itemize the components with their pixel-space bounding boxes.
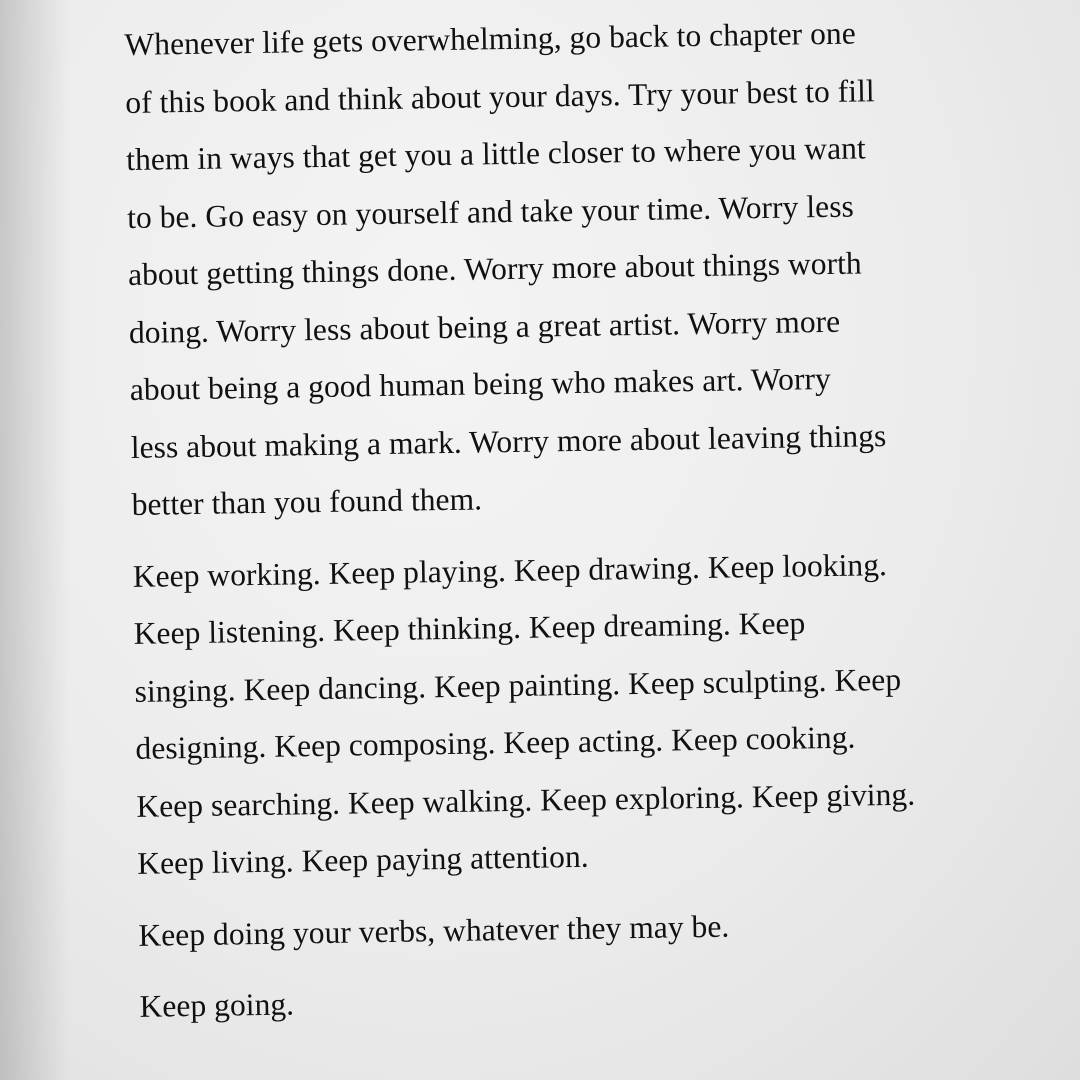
text-line: better than you found them. — [131, 481, 483, 522]
text-line: less about making a mark. Worry more about leaving things — [130, 417, 887, 465]
text-line: Keep searching. Keep walking. Keep exploring. Keep giving. — [136, 776, 916, 824]
text-line: Keep going. — [139, 986, 295, 1024]
text-line: them in ways that get you a little closer to where you want — [125, 130, 866, 177]
text-line: designing. Keep composing. Keep acting. Keep cooking. — [135, 719, 856, 766]
text-line: of this book and think about your days. Try your best to fill — [125, 72, 875, 120]
text-line: about being a good human being who makes art. Worry — [129, 360, 832, 407]
text-line: doing. Worry less about being a great artist. Worry more — [128, 303, 841, 350]
paragraph-keep-going — [139, 964, 1000, 1035]
text-line: Whenever life gets overwhelming, go back to chapter one — [124, 15, 856, 62]
text-line: singing. Keep dancing. Keep painting. Keep sculpting. Keep — [134, 661, 902, 709]
text-line: Keep listening. Keep thinking. Keep dreaming. Keep — [133, 605, 806, 651]
text-line: Keep living. Keep paying attention. — [137, 838, 589, 881]
text-line: Keep doing your verbs, whatever they may be. — [138, 908, 730, 953]
text-line: Keep working. Keep playing. Keep drawing. Keep looking. — [132, 546, 888, 594]
page-edge-shadow — [0, 0, 70, 1080]
text-line: to be. Go easy on yourself and take your time. Worry less — [126, 188, 855, 235]
text-line: about getting things done. Worry more about things worth — [127, 245, 862, 292]
paragraph-keep-list — [132, 534, 997, 892]
book-page — [124, 2, 1000, 1035]
paragraph-overwhelming — [124, 2, 992, 533]
